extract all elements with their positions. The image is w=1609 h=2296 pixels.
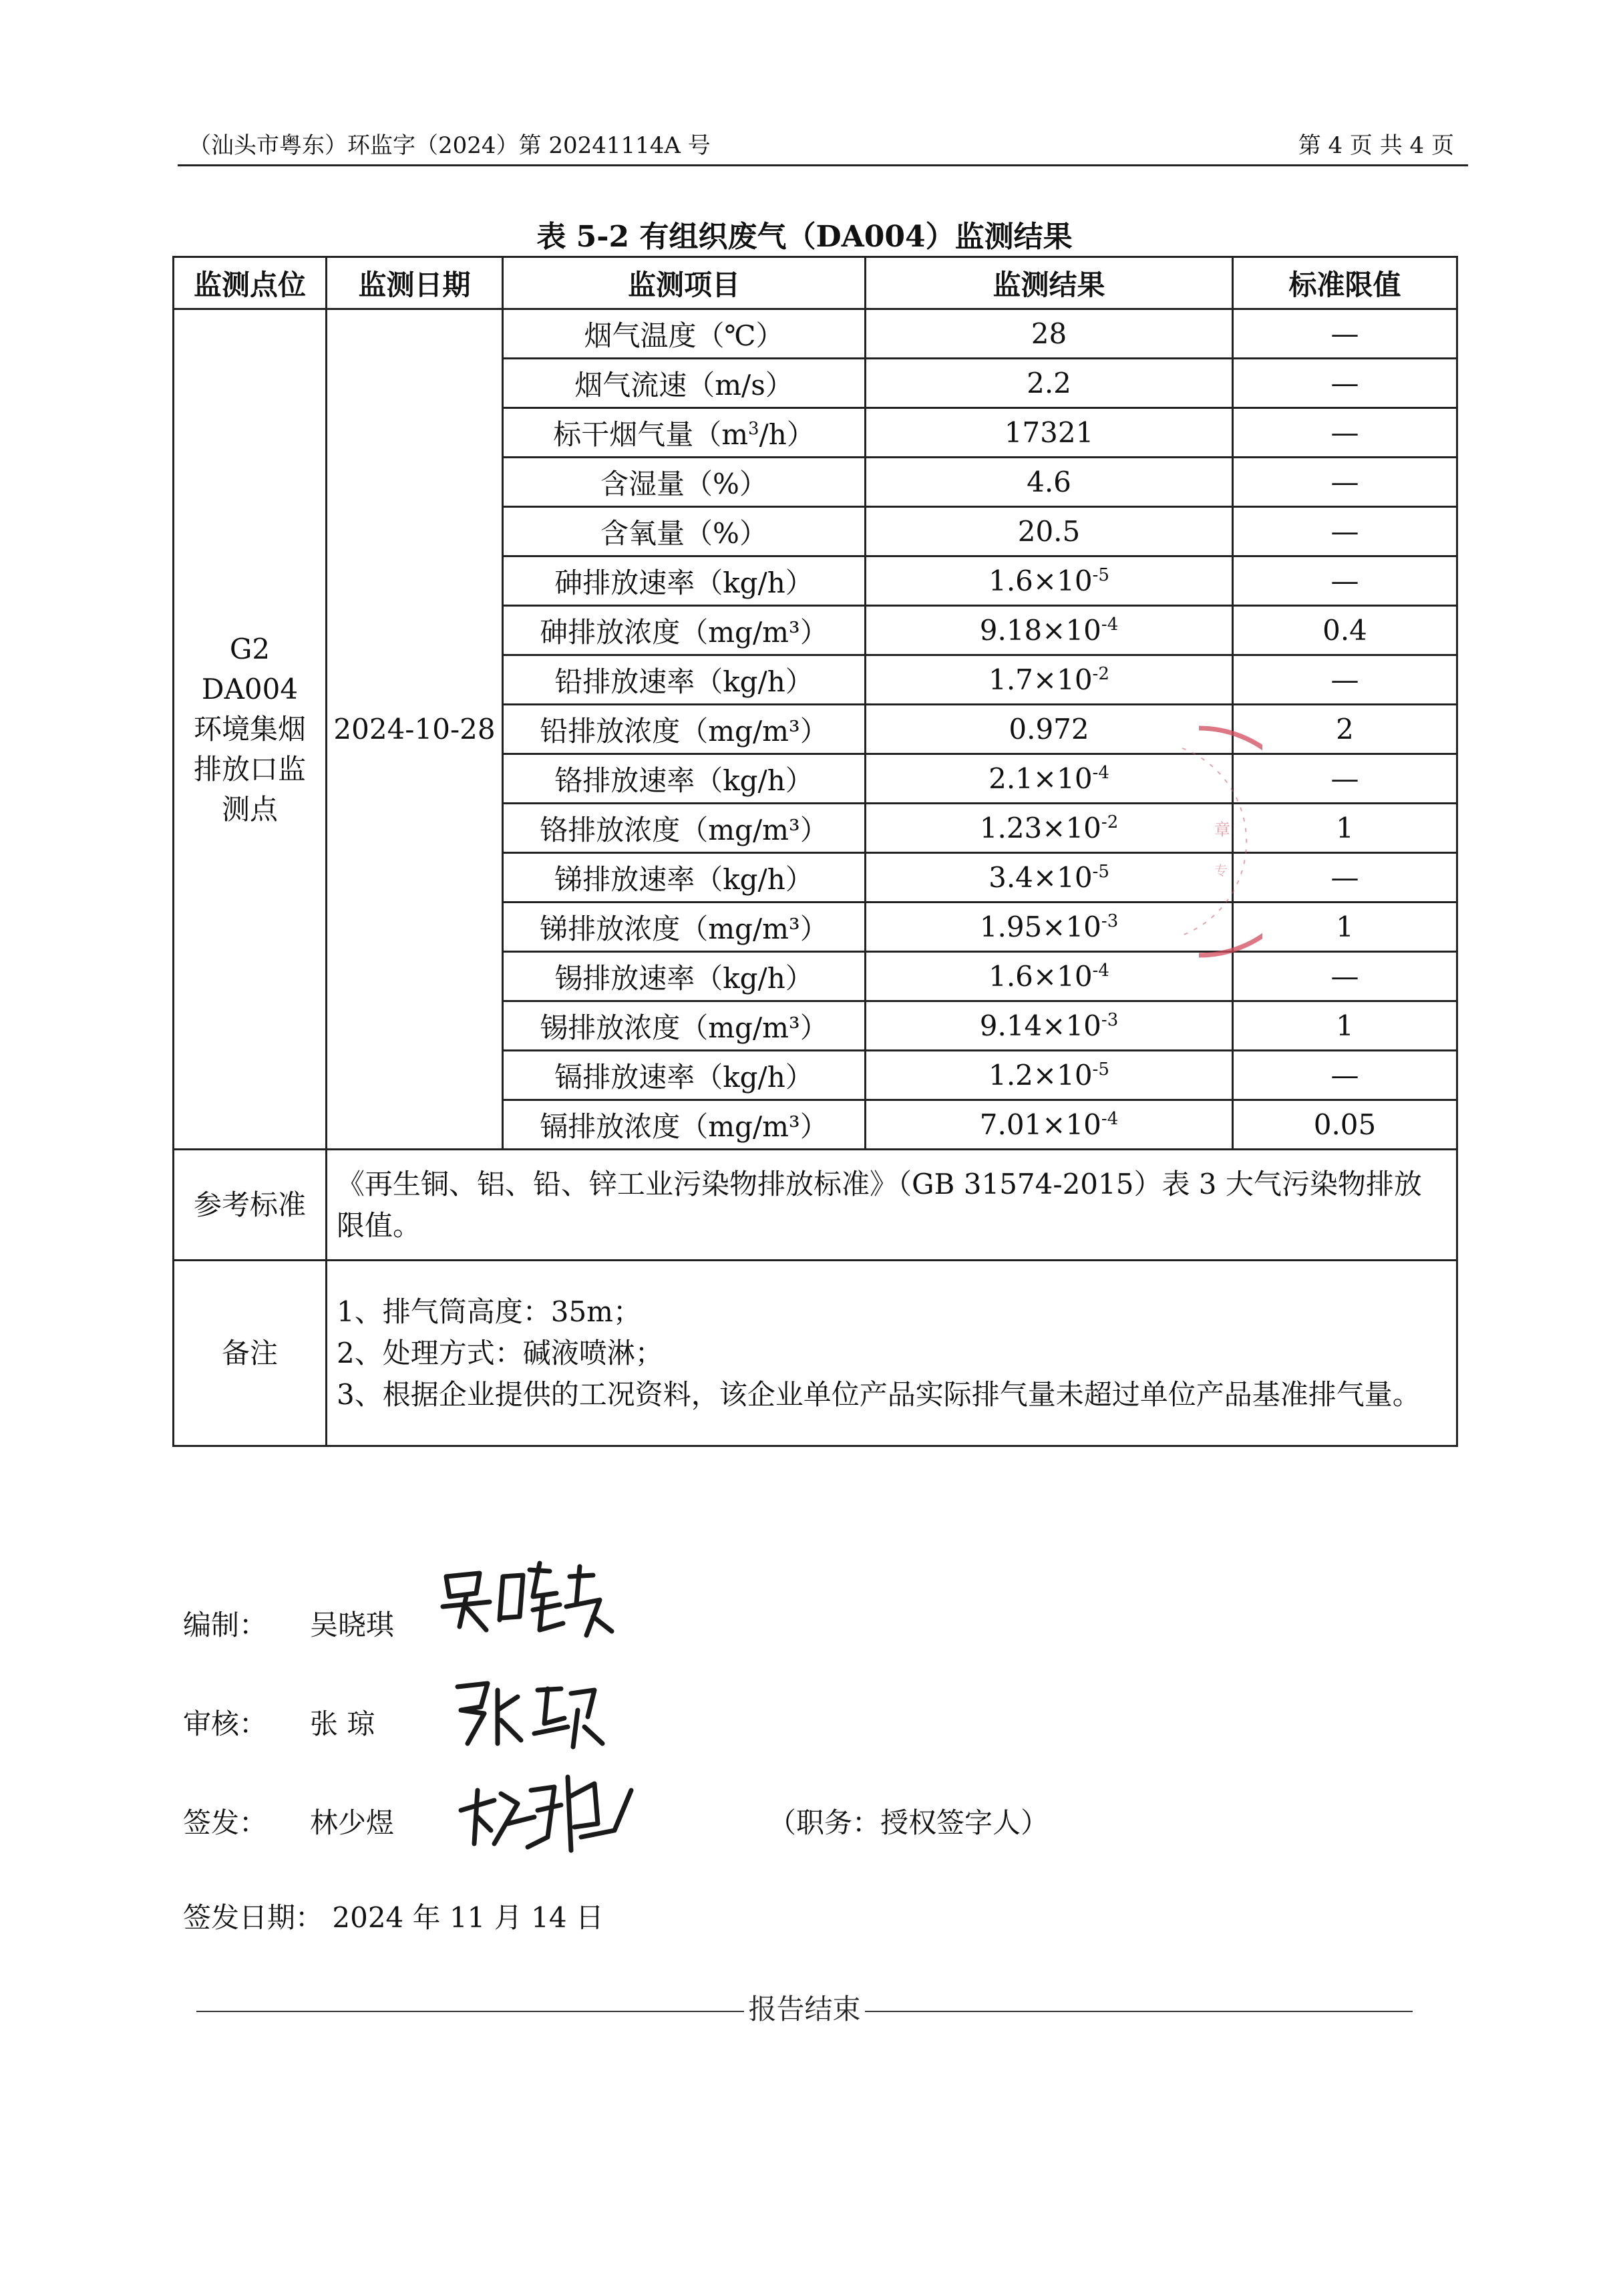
- result-cell: [866, 1100, 1233, 1150]
- site-line: 测点: [221, 792, 278, 826]
- seal-stamp: [1135, 721, 1262, 962]
- reviewer-signature: [448, 1670, 608, 1757]
- issuer-label: 签发：: [183, 1806, 268, 1839]
- item-cell: 砷排放浓度（mg/m³）: [503, 606, 866, 655]
- item-cell: 铅排放速率（kg/h）: [503, 655, 866, 705]
- issue-date-row: [183, 1896, 604, 1936]
- item-cell: 铬排放浓度（mg/m³）: [503, 804, 866, 853]
- result-exponent: -3: [1101, 911, 1119, 931]
- result-cell: 28: [866, 309, 1233, 359]
- remarks-row: [174, 1261, 1457, 1446]
- result-exponent: -4: [1101, 615, 1119, 635]
- report-end-text: 报告结束: [748, 1993, 861, 2025]
- result-cell: [866, 655, 1233, 705]
- remark-line: 2、处理方式：碱液喷淋；: [337, 1336, 663, 1369]
- result-mantissa: 1.95×10: [979, 911, 1101, 943]
- result-exponent: -4: [1092, 961, 1109, 981]
- result-cell: [866, 1051, 1233, 1100]
- item-cell: 含湿量（%）: [503, 458, 866, 507]
- header-item: 监测项目: [503, 257, 866, 309]
- monitoring-site: [174, 309, 327, 1150]
- result-mantissa: 7.01×10: [979, 1108, 1101, 1141]
- item-cell: 铅排放浓度（mg/m³）: [503, 705, 866, 754]
- table-body: [174, 309, 1457, 1150]
- report-end-line: [0, 1987, 1609, 2027]
- reviewer-name: 张 琼: [310, 1707, 375, 1740]
- reference-label: 参考标准: [174, 1150, 327, 1261]
- item-text: /h）: [759, 418, 815, 451]
- reviewer-row: [183, 1702, 375, 1742]
- table-row: [174, 309, 1457, 359]
- limit-cell: —: [1233, 556, 1457, 606]
- item-cell: 镉排放浓度（mg/m³）: [503, 1100, 866, 1150]
- result-exponent: -4: [1092, 763, 1109, 783]
- table-header-row: [174, 257, 1457, 309]
- item-cell: 砷排放速率（kg/h）: [503, 556, 866, 606]
- limit-cell: 1: [1233, 804, 1457, 853]
- limit-cell: 0.4: [1233, 606, 1457, 655]
- item-superscript: 3: [748, 418, 759, 439]
- issue-date-value: 2024 年 11 月 14 日: [332, 1901, 604, 1934]
- item-cell: 锑排放速率（kg/h）: [503, 853, 866, 903]
- item-cell: 含氧量（%）: [503, 507, 866, 556]
- limit-cell: —: [1233, 1051, 1457, 1100]
- dash-left: [196, 2011, 744, 2012]
- header-date: 监测日期: [327, 257, 503, 309]
- item-cell: 锡排放速率（kg/h）: [503, 952, 866, 1001]
- result-exponent: -2: [1092, 664, 1109, 684]
- issuer-name: 林少煜: [310, 1806, 395, 1839]
- result-cell: [866, 1001, 1233, 1051]
- svg-text:专: 专: [1214, 862, 1228, 878]
- limit-cell: 0.05: [1233, 1100, 1457, 1150]
- monitoring-result-table: [172, 256, 1458, 1447]
- reviewer-label: 审核：: [183, 1707, 268, 1740]
- result-mantissa: 1.6×10: [989, 564, 1093, 597]
- result-mantissa: 1.6×10: [989, 960, 1093, 993]
- site-line: DA004: [201, 672, 299, 705]
- page-info: 第 4 页 共 4 页: [1298, 132, 1454, 159]
- item-cell: 烟气流速（m/s）: [503, 359, 866, 408]
- limit-cell: —: [1233, 655, 1457, 705]
- result-exponent: -4: [1101, 1109, 1119, 1129]
- compiler-name: 吴晓琪: [310, 1609, 395, 1641]
- result-exponent: -2: [1101, 812, 1119, 832]
- site-line: G2: [229, 632, 271, 665]
- result-cell: 20.5: [866, 507, 1233, 556]
- dash-right: [865, 2011, 1413, 2012]
- issue-date-label: 签发日期：: [183, 1901, 324, 1934]
- result-cell: [866, 556, 1233, 606]
- item-cell: 锡排放浓度（mg/m³）: [503, 1001, 866, 1051]
- limit-cell: —: [1233, 359, 1457, 408]
- remark-line: 3、根据企业提供的工况资料，该企业单位产品实际排气量未超过单位产品基准排气量。: [337, 1377, 1421, 1411]
- result-mantissa: 2.1×10: [989, 762, 1093, 795]
- limit-cell: 1: [1233, 1001, 1457, 1051]
- item-cell: [503, 408, 866, 458]
- issuer-row: [183, 1801, 394, 1841]
- item-cell: 锑排放浓度（mg/m³）: [503, 903, 866, 952]
- result-exponent: -5: [1092, 565, 1109, 585]
- item-cell: 铬排放速率（kg/h）: [503, 754, 866, 804]
- monitoring-date: 2024-10-28: [327, 309, 503, 1150]
- reference-text: 《再生铜、铝、铅、锌工业污染物排放标准》（GB 31574-2015）表 3 大气污染物排放限值。: [327, 1150, 1457, 1261]
- result-cell: 0.972: [866, 705, 1233, 754]
- result-mantissa: 3.4×10: [989, 861, 1093, 894]
- limit-cell: —: [1233, 458, 1457, 507]
- item-cell: 镉排放速率（kg/h）: [503, 1051, 866, 1100]
- limit-cell: —: [1233, 507, 1457, 556]
- site-line: 环境集烟: [193, 712, 306, 746]
- limit-cell: —: [1233, 408, 1457, 458]
- result-mantissa: 1.7×10: [989, 663, 1093, 696]
- result-exponent: -5: [1092, 862, 1109, 882]
- remarks-text: [327, 1261, 1457, 1446]
- item-cell: 烟气温度（℃）: [503, 309, 866, 359]
- result-cell: 2.2: [866, 359, 1233, 408]
- result-exponent: -3: [1101, 1010, 1119, 1030]
- limit-cell: —: [1233, 952, 1457, 1001]
- header-result: 监测结果: [866, 257, 1233, 309]
- limit-cell: —: [1233, 309, 1457, 359]
- document-number: （汕头市粤东）环监字（2024）第 20241114A 号: [188, 132, 711, 159]
- limit-cell: —: [1233, 754, 1457, 804]
- result-mantissa: 1.23×10: [979, 812, 1101, 844]
- limit-cell: 2: [1233, 705, 1457, 754]
- item-text: 标干烟气量（m: [553, 418, 749, 451]
- result-exponent: -5: [1092, 1059, 1109, 1080]
- issuer-signature: [454, 1764, 641, 1870]
- result-cell: [866, 606, 1233, 655]
- result-cell: 4.6: [866, 458, 1233, 507]
- header-site: 监测点位: [174, 257, 327, 309]
- limit-cell: —: [1233, 853, 1457, 903]
- result-mantissa: 9.18×10: [979, 614, 1101, 647]
- header-limit: 标准限值: [1233, 257, 1457, 309]
- limit-cell: 1: [1233, 903, 1457, 952]
- result-cell: 17321: [866, 408, 1233, 458]
- position-note: （职务：授权签字人）: [768, 1806, 1049, 1839]
- svg-text:章: 章: [1214, 820, 1230, 839]
- header-rule: [178, 164, 1468, 166]
- site-line: 排放口监: [193, 752, 306, 786]
- table-caption: 表 5-2 有组织废气（DA004）监测结果: [536, 220, 1073, 254]
- result-mantissa: 1.2×10: [989, 1059, 1093, 1092]
- compiler-signature: [433, 1556, 620, 1643]
- compiler-row: [183, 1603, 394, 1643]
- reference-row: [174, 1150, 1457, 1261]
- remarks-label: 备注: [174, 1261, 327, 1446]
- compiler-label: 编制：: [183, 1609, 268, 1641]
- result-mantissa: 9.14×10: [979, 1009, 1101, 1042]
- remark-line: 1、排气筒高度：35m；: [337, 1295, 641, 1328]
